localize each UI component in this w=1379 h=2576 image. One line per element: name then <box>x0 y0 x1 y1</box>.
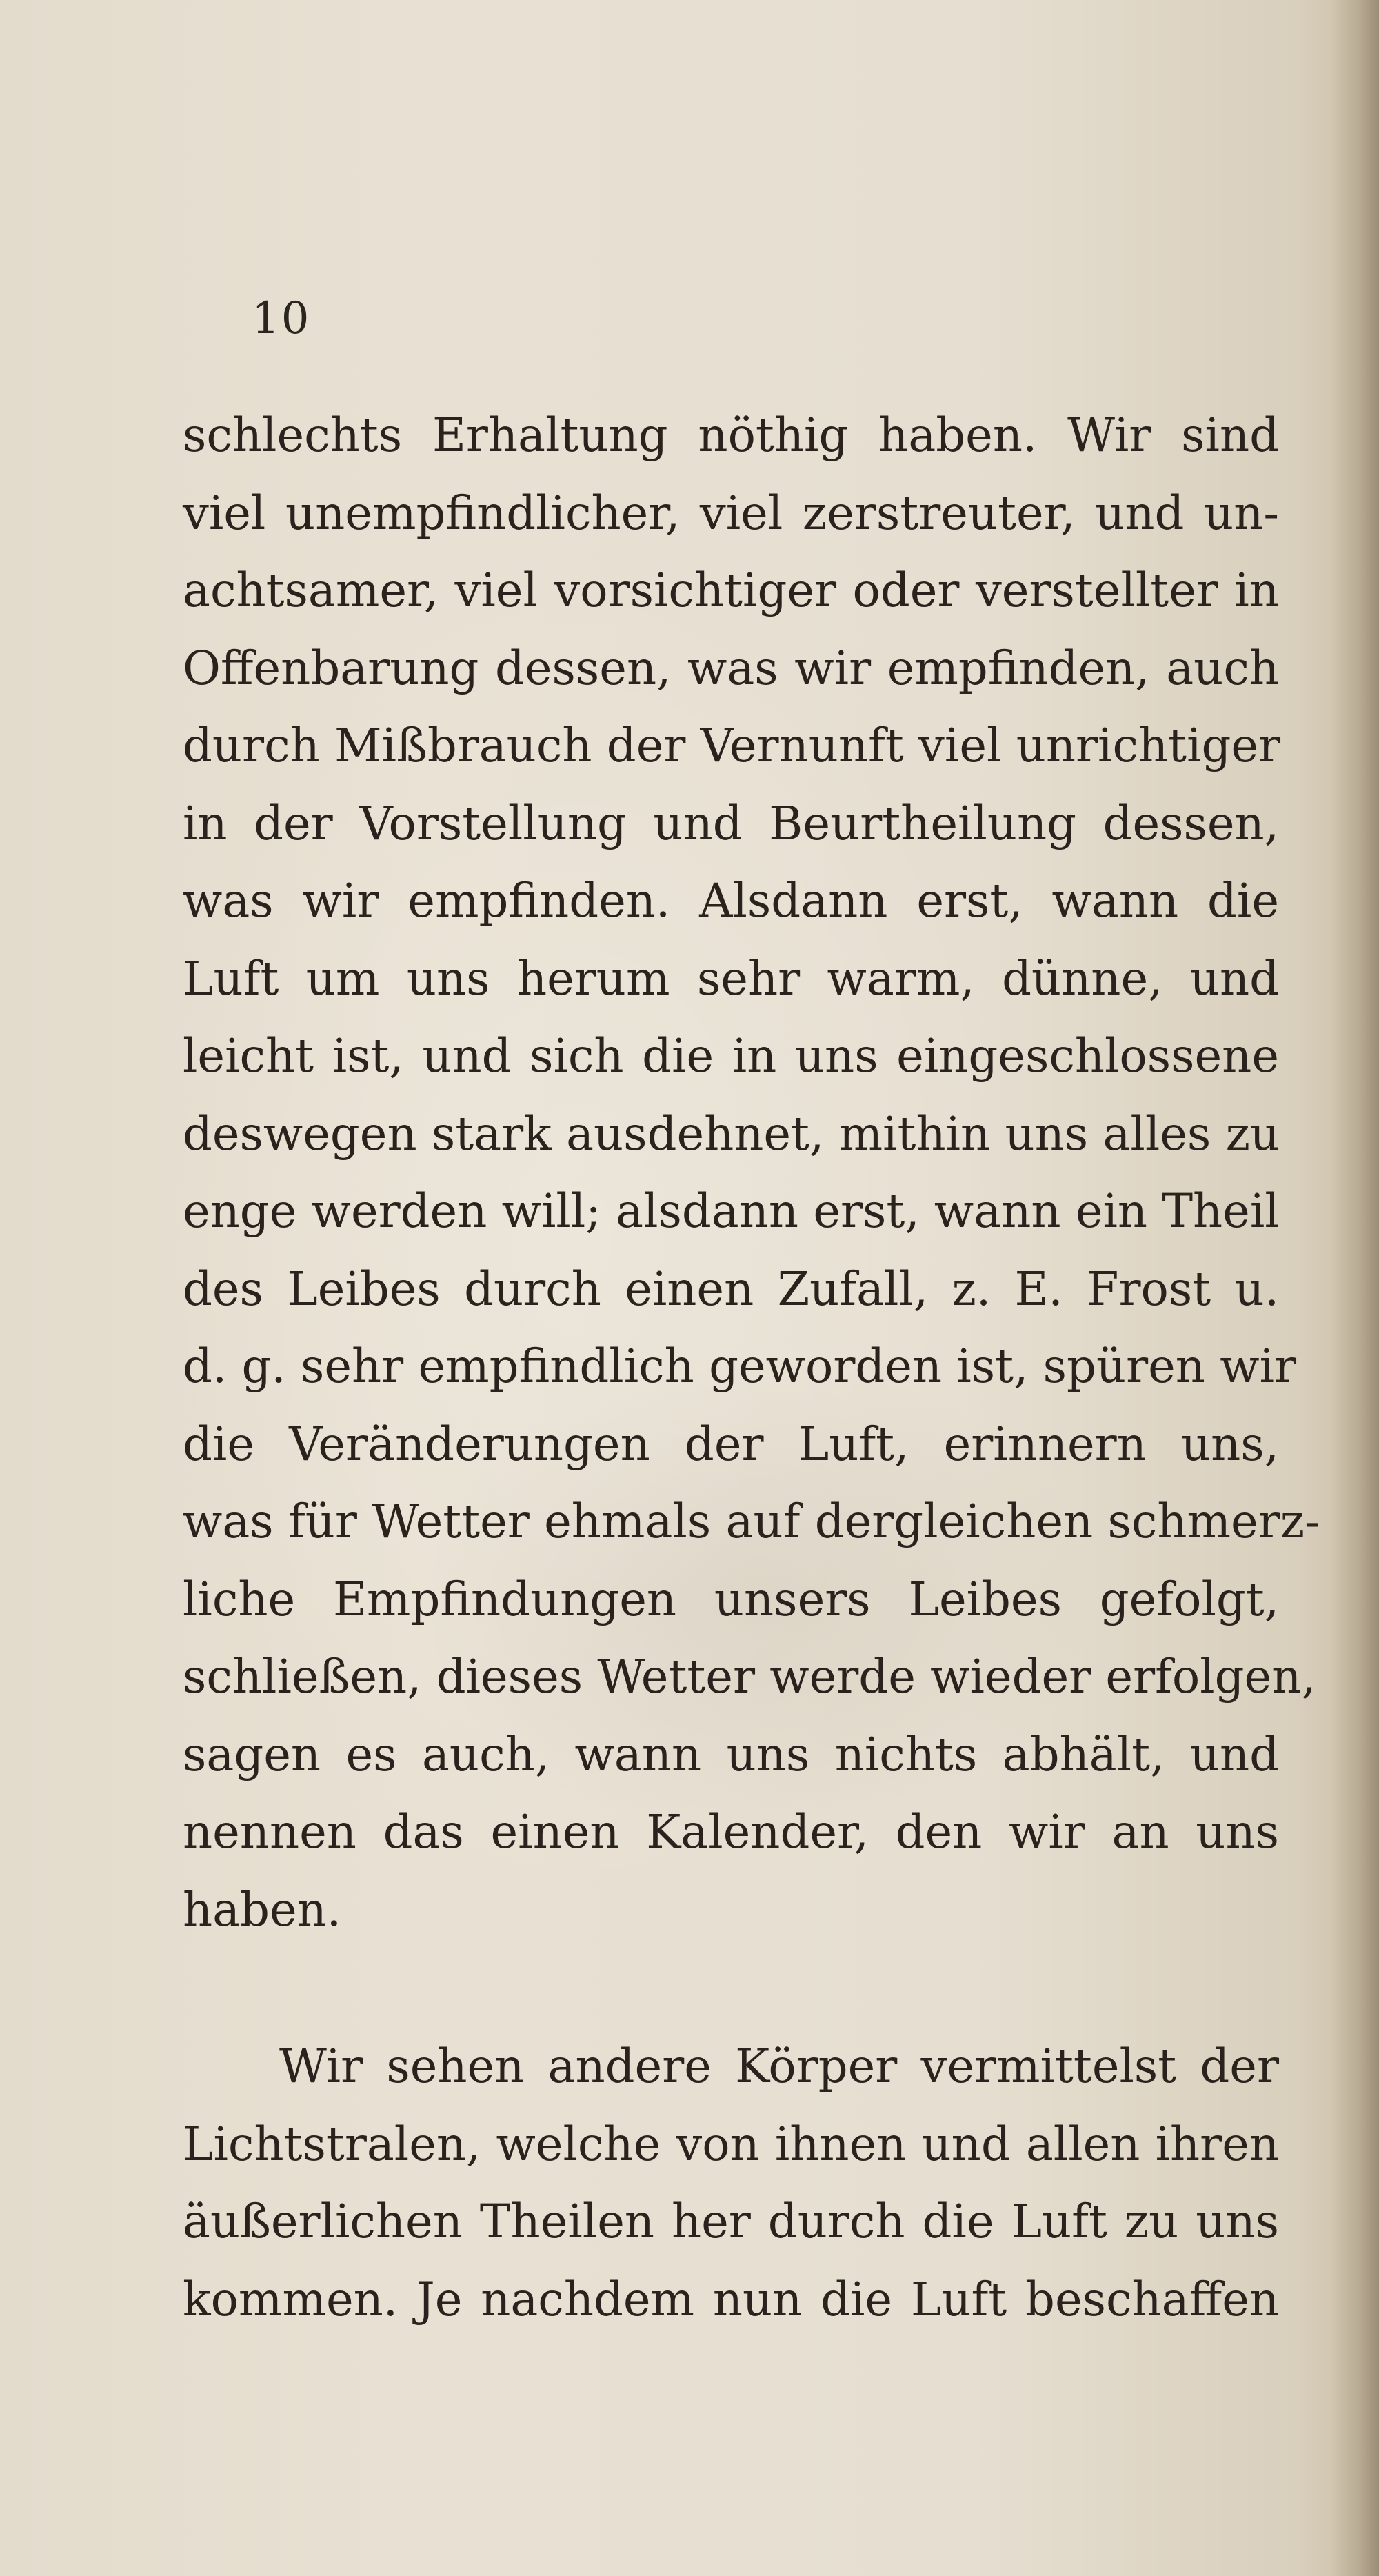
text-line: Offenbarung dessen, was wir empfinden, auch <box>183 641 1279 695</box>
page-number: 10 <box>252 293 311 344</box>
body-text <box>183 397 1320 2338</box>
text-line: Lichtstralen, welche von ihnen und allen ihren <box>183 2117 1279 2171</box>
text-line: achtsamer, viel vorsichtiger oder verstellter in <box>183 563 1279 617</box>
text-line: Wir sehen andere Körper vermittelst der <box>279 2039 1279 2093</box>
text-line: haben. <box>183 1882 342 1937</box>
text-line: nennen das einen Kalender, den wir an uns <box>183 1805 1279 1859</box>
spine-shadow <box>1331 0 1379 2576</box>
paragraph-gap <box>183 1948 1279 2028</box>
text-line: deswegen stark ausdehnet, mithin uns alles zu <box>183 1106 1280 1161</box>
text-line: in der Vorstellung und Beurtheilung dessen, <box>183 796 1279 850</box>
text-line: was für Wetter ehmals auf dergleichen schmerz- <box>183 1495 1320 1548</box>
text-line: äußerlichen Theilen her durch die Luft zu uns <box>183 2195 1279 2248</box>
text-line: schließen, dieses Wetter werde wieder erfolgen, <box>183 1650 1316 1704</box>
text-line: sagen es auch, wann uns nichts abhält, und <box>183 1727 1279 1781</box>
text-line: schlechts Erhaltung nöthig haben. Wir sind <box>183 408 1279 462</box>
text-line: Luft um uns herum sehr warm, dünne, und <box>183 951 1279 1006</box>
text-line: kommen. Je nachdem nun die Luft beschaffen <box>183 2272 1279 2326</box>
text-line: d. g. sehr empfindlich geworden ist, spüren wir <box>183 1339 1297 1393</box>
text-line: liche Empfindungen unsers Leibes gefolgt, <box>183 1572 1279 1626</box>
text-line: durch Mißbrauch der Vernunft viel unrichtiger <box>183 719 1281 772</box>
text-line: des Leibes durch einen Zufall, z. E. Frost u. <box>183 1261 1279 1316</box>
text-line: was wir empfinden. Alsdann erst, wann die <box>183 874 1279 928</box>
text-line: leicht ist, und sich die in uns eingeschlossene <box>183 1029 1279 1083</box>
text-line: viel unempfindlicher, viel zerstreuter, und un- <box>183 486 1279 540</box>
text-line: die Veränderungen der Luft, erinnern uns, <box>183 1417 1279 1471</box>
text-line: enge werden will; alsdann erst, wann ein Theil <box>183 1184 1280 1238</box>
